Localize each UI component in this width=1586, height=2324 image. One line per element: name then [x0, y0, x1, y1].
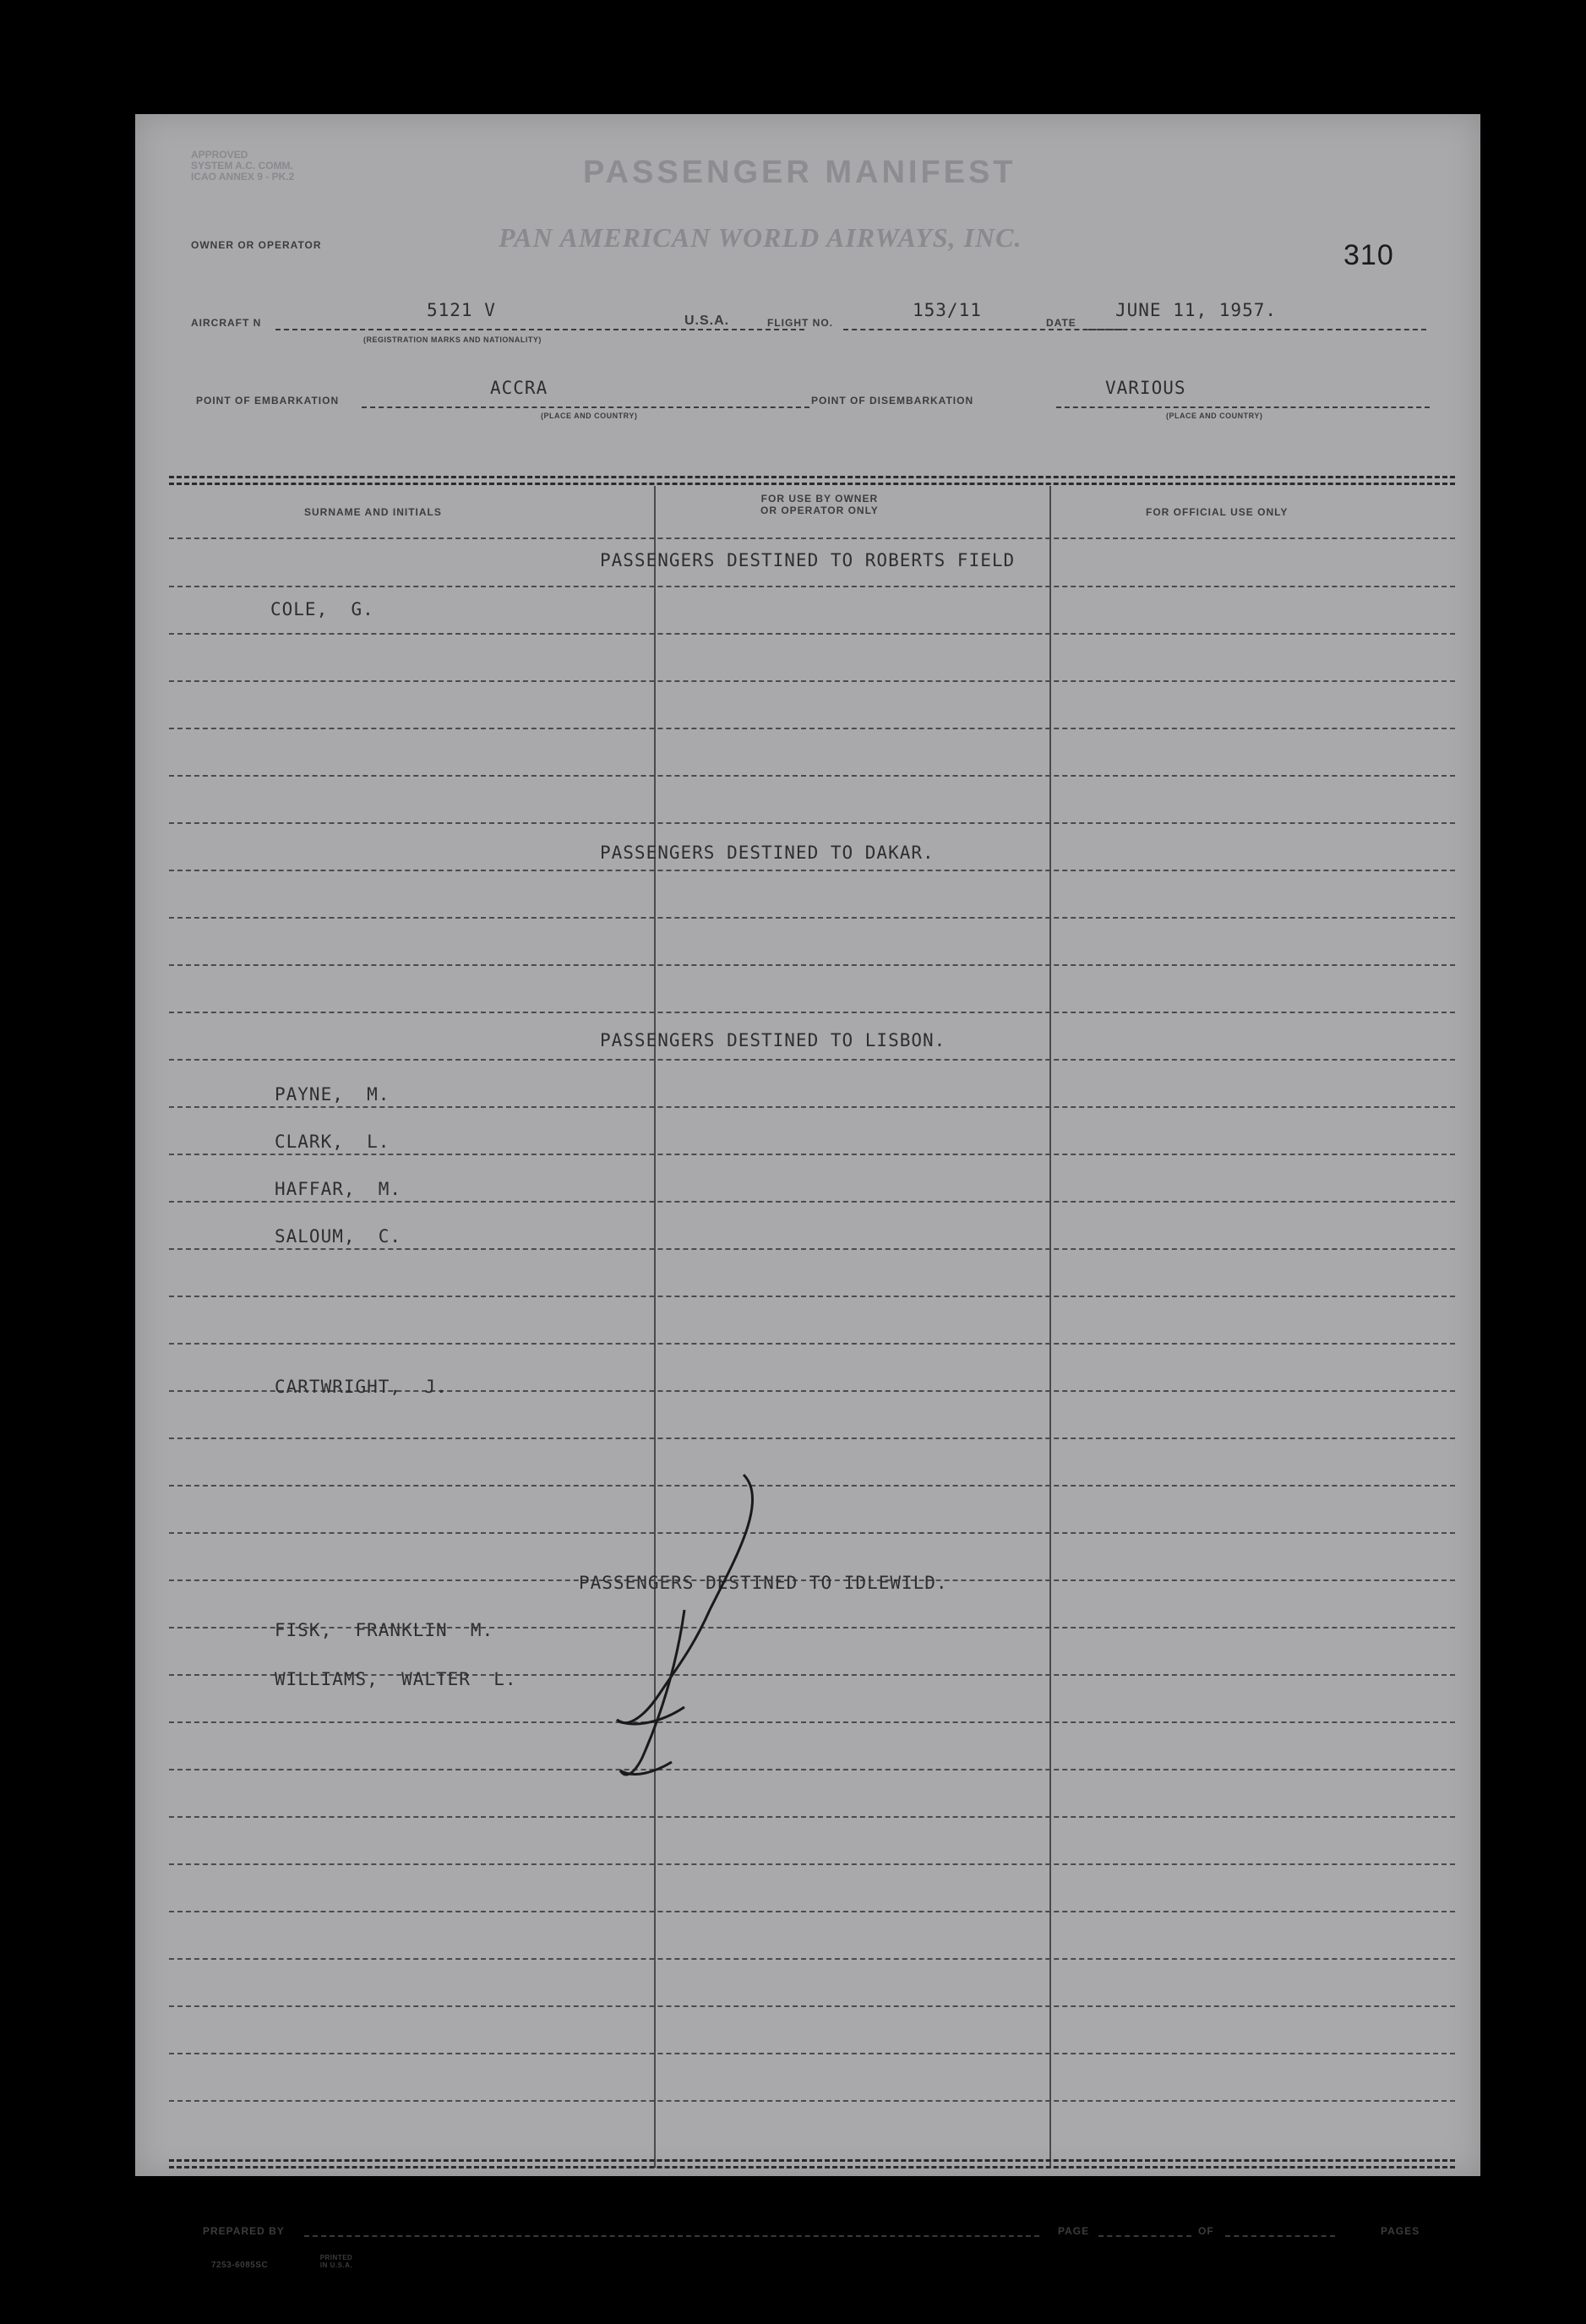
usa-label: U.S.A. — [684, 314, 730, 328]
form-title: PASSENGER MANIFEST — [583, 155, 1016, 190]
passenger-fisk: FISK, FRANKLIN M. — [275, 1620, 494, 1640]
aircraft-value: 5121 V — [427, 300, 496, 320]
disembark-note: (PLACE AND COUNTRY) — [1166, 412, 1263, 420]
printed-note: PRINTED IN U.S.A. — [319, 2254, 353, 2269]
date-value: JUNE 11, 1957. — [1115, 300, 1278, 320]
passenger-payne: PAYNE, M. — [275, 1084, 390, 1105]
column-divider-2 — [1049, 486, 1051, 2168]
pages-label: PAGES — [1381, 2225, 1420, 2237]
disembark-label: POINT OF DISEMBARKATION — [811, 395, 974, 406]
aircraft-label: AIRCRAFT N — [191, 317, 262, 329]
manifest-sheet — [135, 114, 1480, 2270]
aircraft-note: (REGISTRATION MARKS AND NATIONALITY) — [363, 336, 542, 344]
col-header-surname: SURNAME AND INITIALS — [304, 506, 442, 518]
embark-label: POINT OF EMBARKATION — [196, 395, 340, 406]
page-label: PAGE — [1058, 2225, 1090, 2237]
approval-line-2: SYSTEM A.C. COMM. — [191, 160, 293, 172]
section-lisbon: PASSENGERS DESTINED TO LISBON. — [600, 1030, 946, 1050]
section-idlewild: PASSENGERS DESTINED TO IDLEWILD. — [579, 1573, 948, 1593]
of-label: OF — [1198, 2225, 1214, 2237]
handwritten-check-icon — [608, 1466, 862, 1821]
row-line — [169, 537, 1455, 539]
passenger-cartwright: CARTWRIGHT, J. — [275, 1377, 448, 1397]
passenger-williams: WILLIAMS, WALTER L. — [275, 1669, 517, 1689]
passenger-clark: CLARK, L. — [275, 1132, 390, 1152]
disembark-value: VARIOUS — [1105, 378, 1186, 398]
embark-value: ACCRA — [490, 378, 548, 398]
section-roberts: PASSENGERS DESTINED TO ROBERTS FIELD — [600, 550, 1016, 570]
passenger-haffar: HAFFAR, M. — [275, 1179, 402, 1199]
approval-stamp — [191, 150, 294, 183]
flight-label: FLIGHT NO. — [767, 317, 833, 329]
approval-line-1: APPROVED — [191, 149, 248, 161]
table-top-rule — [169, 476, 1455, 478]
col-header-operator-line-1: FOR USE BY OWNER — [760, 493, 879, 505]
col-header-official: FOR OFFICIAL USE ONLY — [1146, 506, 1289, 518]
page-number: 310 — [1343, 239, 1394, 271]
col-header-operator-line-2: OR OPERATOR ONLY — [760, 505, 879, 516]
passenger-cole: COLE, G. — [270, 599, 374, 619]
column-divider-1 — [654, 486, 656, 2168]
col-header-operator — [760, 493, 879, 516]
passenger-saloum: SALOUM, C. — [275, 1226, 402, 1247]
operator-label: OWNER OR OPERATOR — [191, 239, 322, 251]
embark-note: (PLACE AND COUNTRY) — [541, 412, 638, 420]
flight-value: 153/11 — [913, 300, 982, 320]
form-code: 7253-6085SC — [211, 2261, 269, 2270]
section-dakar: PASSENGERS DESTINED TO DAKAR. — [600, 843, 935, 863]
date-label: DATE — [1046, 317, 1076, 329]
table-bottom-rule — [169, 2159, 1455, 2162]
operator-value: PAN AMERICAN WORLD AIRWAYS, INC. — [499, 222, 1022, 253]
prepared-by-label: PREPARED BY — [203, 2225, 285, 2237]
approval-line-3: ICAO ANNEX 9 - PK.2 — [191, 171, 295, 183]
